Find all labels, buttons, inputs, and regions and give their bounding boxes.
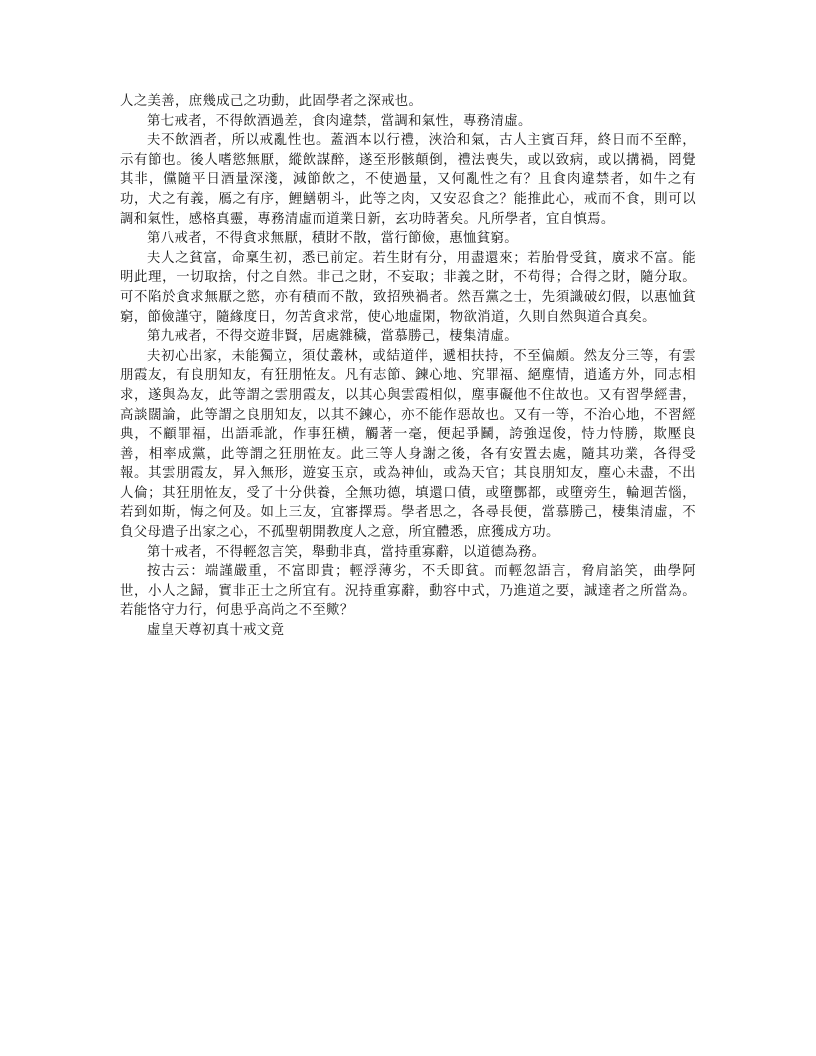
precept-ten-commentary: 按古云：端謹嚴重，不富即貴；輕浮薄劣，不夭即貧。而輕忽語言，脅肩諂笑，曲學阿世，小人之歸，實非正士之所宜有。況持重寡辭，動容中式，乃進道之要，誠達者之所當為。若能恪守力行，何患乎高尚之不至歟？ <box>120 564 696 619</box>
precept-eight-heading: 第八戒者，不得貪求無厭，積財不散，當行節儉，惠恤貧窮。 <box>147 231 518 247</box>
precept-nine-commentary: 夫初心出家，未能獨立，須仗叢林，或結道伴，遞相扶持，不至偏頗。然友分三等，有雲朋霞友，有良朋知友，有狂朋恠友。凡有志節、鍊心地、究罪福、絕塵情，逍遙方外，同志相求，遂與為友，此等謂之雲朋霞友，以其心與雲霞相似，塵事礙他不住故也。又有習學經書，高談闊論，此等謂之良朋知友，以其不鍊心，亦不能作惡故也。又有一等，不治心地，不習經典，不顧罪福，出語乖訛，作事狂横，觸著一毫，便起爭鬭，誇強逞俊，恃力恃勝，欺壓良善，相率成黨，此等謂之狂朋恠友。此三等人身謝之後，各有安置去處，隨其功業，各得受報。其雲朋霞友，昇入無形，遊宴玉京，或為神仙，或為天官；其良朋知友，塵心未盡，不出人倫；其狂朋恠友，受了十分供養，全無功德，填還口債，或墮酆都，或墮旁生，輪迴苦惱，若到如斯，悔之何及。如上三友，宜審擇焉。學者思之，各尋長便，當慕勝己，棲集清虛，不負父母遣子出家之心，不孤聖朝開教度人之意，所宜體悉，庶獲成方功。 <box>120 348 696 541</box>
precept-seven-heading: 第七戒者，不得飲酒過差，食肉違禁，當調和氣性，專務清虛。 <box>147 113 532 129</box>
precept-seven-commentary: 夫不飲酒者，所以戒亂性也。蓋酒本以行禮，浹洽和氣，古人主賓百拜，終日而不至醉，示有節也。後人嗜慾無厭，縱飲謀醉，遂至形骸顛倒，禮法喪失，或以致病，或以搆禍，罔覺其非，儻隨平日酒量深淺，減節飲之，不使過量，又何亂性之有？且食肉違禁者，如牛之有功，犬之有義，鴈之有序，鯉鱔朝斗，此等之肉，又安忍食之？能推此心，戒而不食，則可以調和氣性，感格真靈，專務清虛而道業日新，玄功時著矣。凡所學者，宜自慎焉。 <box>120 133 696 227</box>
document-body <box>120 92 696 641</box>
precept-nine-heading: 第九戒者，不得交遊非賢，居處雜穢，當慕勝己，棲集清虛。 <box>147 329 518 345</box>
precept-ten-heading: 第十戒者，不得輕忽言笑，舉動非真，當持重寡辭，以道德為務。 <box>147 544 546 560</box>
precept-eight-commentary: 夫人之貧富，命稟生初，悉已前定。若生財有分，用盡還來；若胎骨受貧，廣求不富。能明此理，一切取捨，付之自然。非己之財，不妄取；非義之財，不苟得；合得之財，隨分取。可不陷於貪求無厭之慾，亦有積而不散，致招殃禍者。然吾黨之士，先須識破幻假，以惠恤貧窮，節儉謹守，隨緣度日，勿苦貪求常，使心地虛閑，物欲消道，久則自然與道合真矣。 <box>120 250 696 325</box>
closing-line: 虛皇天尊初真十戒文竟 <box>147 623 285 639</box>
paragraph-continuation: 人之美善，庶幾成己之功動，此固學者之深戒也。 <box>120 94 423 109</box>
